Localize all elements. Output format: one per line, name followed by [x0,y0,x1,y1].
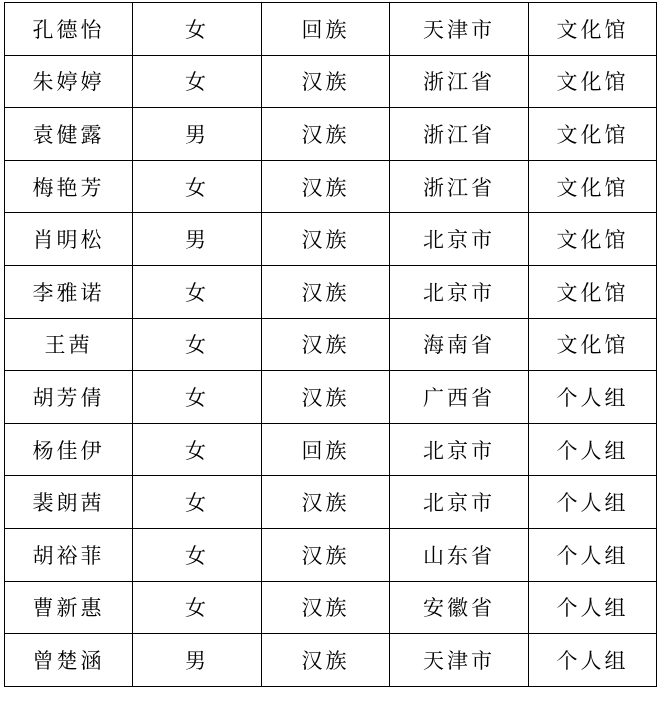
ethnicity-cell: 汉族 [262,318,390,371]
region-cell: 北京市 [390,265,529,318]
ethnicity-cell: 回族 [262,3,390,56]
gender-cell: 女 [133,3,262,56]
group-cell: 文化馆 [529,3,657,56]
table-row [5,634,657,687]
region-cell: 浙江省 [390,55,529,108]
region-cell: 天津市 [390,634,529,687]
table-row [5,318,657,371]
gender-cell: 女 [133,160,262,213]
table-row [5,265,657,318]
table-row [5,371,657,424]
ethnicity-cell: 汉族 [262,213,390,266]
region-cell: 海南省 [390,318,529,371]
ethnicity-cell: 汉族 [262,581,390,634]
gender-cell: 男 [133,213,262,266]
region-cell: 浙江省 [390,108,529,161]
group-cell: 文化馆 [529,55,657,108]
ethnicity-cell: 回族 [262,423,390,476]
table-row [5,528,657,581]
ethnicity-cell: 汉族 [262,371,390,424]
table-row [5,3,657,56]
ethnicity-cell: 汉族 [262,528,390,581]
gender-cell: 女 [133,55,262,108]
gender-cell: 女 [133,581,262,634]
name-cell: 袁健露 [5,108,133,161]
gender-cell: 女 [133,476,262,529]
table-row [5,423,657,476]
group-cell: 个人组 [529,423,657,476]
name-cell: 孔德怡 [5,3,133,56]
region-cell: 北京市 [390,423,529,476]
group-cell: 个人组 [529,476,657,529]
table-row [5,108,657,161]
table-row [5,213,657,266]
gender-cell: 女 [133,265,262,318]
name-cell: 胡芳倩 [5,371,133,424]
table-row [5,581,657,634]
ethnicity-cell: 汉族 [262,634,390,687]
name-cell: 李雅诺 [5,265,133,318]
region-cell: 北京市 [390,213,529,266]
participant-table [4,2,657,687]
gender-cell: 女 [133,423,262,476]
group-cell: 个人组 [529,634,657,687]
gender-cell: 女 [133,528,262,581]
group-cell: 文化馆 [529,213,657,266]
name-cell: 杨佳伊 [5,423,133,476]
group-cell: 文化馆 [529,108,657,161]
group-cell: 文化馆 [529,265,657,318]
name-cell: 胡裕菲 [5,528,133,581]
name-cell: 曾楚涵 [5,634,133,687]
region-cell: 广西省 [390,371,529,424]
gender-cell: 男 [133,108,262,161]
group-cell: 个人组 [529,528,657,581]
name-cell: 梅艳芳 [5,160,133,213]
name-cell: 裴朗茜 [5,476,133,529]
region-cell: 安徽省 [390,581,529,634]
table-row [5,476,657,529]
gender-cell: 女 [133,318,262,371]
gender-cell: 女 [133,371,262,424]
region-cell: 天津市 [390,3,529,56]
group-cell: 个人组 [529,581,657,634]
name-cell: 朱婷婷 [5,55,133,108]
table-row [5,160,657,213]
ethnicity-cell: 汉族 [262,160,390,213]
region-cell: 山东省 [390,528,529,581]
table-row [5,55,657,108]
name-cell: 曹新惠 [5,581,133,634]
region-cell: 浙江省 [390,160,529,213]
group-cell: 文化馆 [529,160,657,213]
group-cell: 文化馆 [529,318,657,371]
ethnicity-cell: 汉族 [262,108,390,161]
ethnicity-cell: 汉族 [262,265,390,318]
name-cell: 肖明松 [5,213,133,266]
gender-cell: 男 [133,634,262,687]
region-cell: 北京市 [390,476,529,529]
ethnicity-cell: 汉族 [262,55,390,108]
participant-table-body [5,3,657,687]
group-cell: 个人组 [529,371,657,424]
name-cell: 王茜 [5,318,133,371]
ethnicity-cell: 汉族 [262,476,390,529]
